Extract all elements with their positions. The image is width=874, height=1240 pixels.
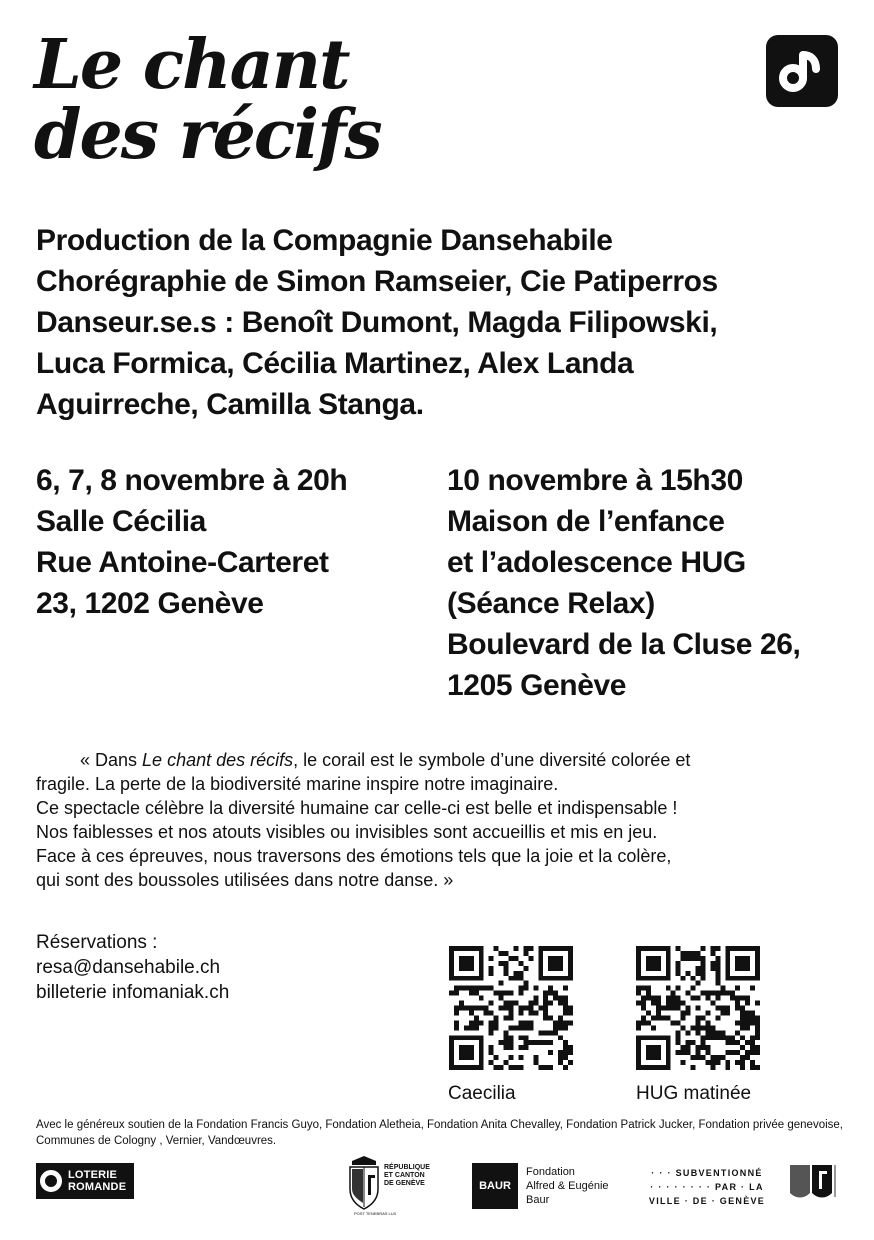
- page-title: [34, 25, 381, 175]
- reservations-email-link[interactable]: resa@dansehabile.ch: [36, 957, 221, 978]
- venue-2-name-2: et l’adolescence HUG: [447, 546, 746, 579]
- geneve-label: RÉPUBLIQUE ET CANTON DE GENÈVE: [384, 1164, 430, 1187]
- reservations-block: [36, 930, 229, 1005]
- geneve-motto: POST TENEBRAS LUX: [354, 1211, 397, 1216]
- loterie-ring-icon: [40, 1170, 62, 1192]
- qr-label-caecilia: Caecilia: [448, 1083, 516, 1104]
- ville-de-geneve-label: · · · SUBVENTIONNÉ · · · · · · · · PAR · LA VILLE · DE · GENÈVE: [648, 1168, 766, 1206]
- credit-dancers: Danseur.se.s : Benoît Dumont, Magda Filipowski,: [36, 306, 718, 339]
- venue-1-name: Salle Cécilia: [36, 505, 206, 538]
- venue-2-city: 1205 Genève: [447, 669, 627, 702]
- qr-label-hug: HUG matinée: [636, 1083, 752, 1104]
- venue-hug: [447, 460, 847, 706]
- venue-2-name: Maison de l’enfance: [447, 505, 725, 538]
- quote-line-1: « Dans Le chant des récifs, le corail est le symbole d’une diversité colorée et: [80, 750, 691, 770]
- qr-code-icon[interactable]: [634, 946, 762, 1070]
- title-line-1: Le chant: [34, 25, 349, 105]
- baur-label: Fondation Alfred & Eugénie Baur: [526, 1166, 609, 1206]
- venue-1-street: Rue Antoine-Carteret: [36, 546, 329, 579]
- venue-2-street: Boulevard de la Cluse 26,: [447, 628, 801, 661]
- credit-choreography: Chorégraphie de Simon Ramseier, Cie Patiperros: [36, 265, 718, 298]
- credit-dancers-3: Aguirreche, Camilla Stanga.: [36, 388, 424, 421]
- venue-1-date: 6, 7, 8 novembre à 20h: [36, 464, 348, 497]
- venue-2-date: 10 novembre à 15h30: [447, 464, 743, 497]
- quote-line: Face à ces épreuves, nous traversons des émotions tels que la joie et la colère,: [36, 846, 672, 866]
- quote-line: Nos faiblesses et nos atouts visibles ou invisibles sont accueillis et mis en jeu.: [36, 822, 658, 842]
- music-note-icon: [766, 35, 838, 107]
- credit-production: Production de la Compagnie Dansehabile: [36, 224, 613, 257]
- qr-code-icon[interactable]: [447, 946, 575, 1070]
- venue-1-city: 23, 1202 Genève: [36, 587, 264, 620]
- venue-salle-cecilia: [36, 460, 416, 624]
- loterie-romande-logo: LOTERIE ROMANDE: [36, 1163, 134, 1199]
- quote-line: fragile. La perte de la biodiversité marine inspire notre imaginaire.: [36, 774, 559, 794]
- credits-block: [36, 220, 846, 425]
- title-line-2: des récifs: [34, 95, 381, 175]
- support-text: Avec le généreux soutien de la Fondation Francis Guyo, Fondation Aletheia, Fondation Anita Chevalley, Fondation Patrick Jucker, Fondation privée genevoise, Communes de Cologny , Vernier, Vandœuvres.: [36, 1119, 843, 1147]
- baur-logo: BAUR: [472, 1163, 518, 1209]
- ville-crest-icon: [786, 1163, 838, 1205]
- quote-line: qui sont des boussoles utilisées dans notre danse. »: [36, 870, 454, 890]
- quote-line: Ce spectacle célèbre la diversité humaine car celle-ci est belle et indispensable !: [36, 798, 678, 818]
- reservations-ticketing-link[interactable]: billeterie infomaniak.ch: [36, 982, 230, 1003]
- reservations-heading: Réservations :: [36, 932, 158, 953]
- venue-2-note: (Séance Relax): [447, 587, 655, 620]
- quote-paragraph: [36, 748, 844, 892]
- credit-dancers-2: Luca Formica, Cécilia Martinez, Alex Landa: [36, 347, 634, 380]
- quote-title-italic: Le chant des récifs: [142, 750, 294, 770]
